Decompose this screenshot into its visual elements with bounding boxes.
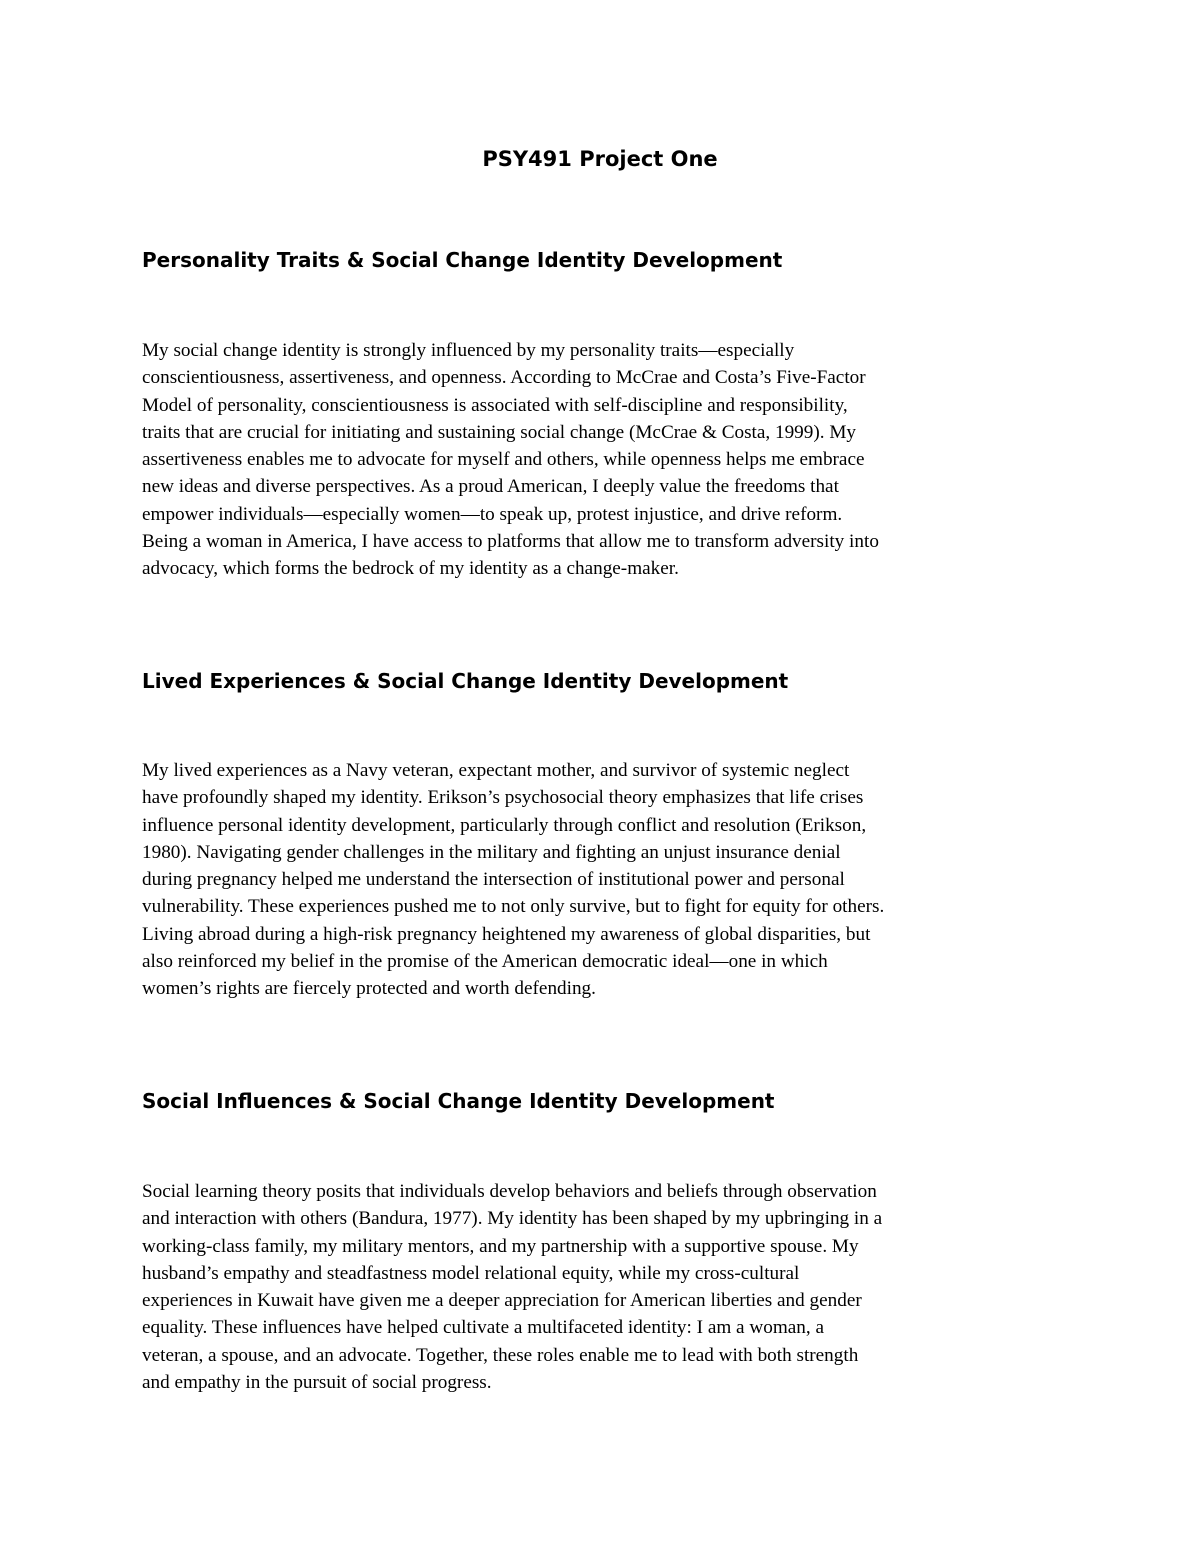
paragraph-line: husband’s empathy and steadfastness model relational equity, while my cross-cultural	[142, 1262, 800, 1284]
paragraph-line: equality. These influences have helped cultivate a multifaceted identity: I am a woman, a	[142, 1317, 824, 1339]
paragraph-line: have profoundly shaped my identity. Erikson’s psychosocial theory emphasizes that life crises	[142, 787, 864, 809]
paragraph-line: 1980). Navigating gender challenges in the military and fighting an unjust insurance denial	[142, 841, 841, 863]
paragraph-line: influence personal identity development, particularly through conflict and resolution (Erikson,	[142, 814, 867, 836]
paragraph-line: and interaction with others (Bandura, 1977). My identity has been shaped by my upbringing in a	[142, 1208, 883, 1230]
paragraph-line: My lived experiences as a Navy veteran, expectant mother, and survivor of systemic neglect	[142, 760, 850, 781]
paragraph-line: My social change identity is strongly influenced by my personality traits—especially	[142, 340, 795, 361]
paragraph-line: assertiveness enables me to advocate for myself and others, while openness helps me embrace	[142, 449, 865, 471]
paragraph-line: and empathy in the pursuit of social progress.	[142, 1372, 492, 1394]
paragraph-line: Model of personality, conscientiousness is associated with self-discipline and responsibility,	[142, 394, 848, 416]
section-paragraph-social-influences	[142, 1178, 1062, 1396]
paragraph-line: empower individuals—especially women—to speak up, protest injustice, and drive reform.	[142, 503, 843, 525]
paragraph-line: Social learning theory posits that individuals develop behaviors and beliefs through observation	[142, 1181, 877, 1202]
paragraph-line: traits that are crucial for initiating and sustaining social change (McCrae & Costa, 1999). My	[142, 421, 857, 443]
paragraph-line: working-class family, my military mentors, and my partnership with a supportive spouse. My	[142, 1235, 859, 1257]
section-heading-lived-experiences: Lived Experiences & Social Change Identity Development	[142, 669, 789, 693]
section-heading-personality-traits: Personality Traits & Social Change Identity Development	[142, 248, 783, 272]
paragraph-line: veteran, a spouse, and an advocate. Together, these roles enable me to lead with both strength	[142, 1344, 859, 1366]
paragraph-line: Being a woman in America, I have access to platforms that allow me to transform adversity into	[142, 531, 879, 553]
paragraph-line: during pregnancy helped me understand the intersection of institutional power and personal	[142, 869, 845, 891]
paragraph-line: experiences in Kuwait have given me a deeper appreciation for American liberties and gender	[142, 1290, 862, 1312]
paragraph-line: vulnerability. These experiences pushed me to not only survive, but to fight for equity for others.	[142, 896, 885, 918]
section-paragraph-personality-traits	[142, 337, 1062, 583]
section-heading-social-influences: Social Influences & Social Change Identity Development	[142, 1089, 775, 1113]
paragraph-line: advocacy, which forms the bedrock of my identity as a change-maker.	[142, 558, 679, 580]
paragraph-line: new ideas and diverse perspectives. As a proud American, I deeply value the freedoms that	[142, 476, 839, 498]
paragraph-line: also reinforced my belief in the promise of the American democratic ideal—one in which	[142, 951, 828, 973]
paragraph-line: Living abroad during a high-risk pregnancy heightened my awareness of global disparities, but	[142, 923, 871, 945]
section-paragraph-lived-experiences	[142, 757, 1062, 1003]
document-title: PSY491 Project One	[482, 147, 718, 171]
paragraph-line: women’s rights are fiercely protected and worth defending.	[142, 978, 596, 1000]
paragraph-line: conscientiousness, assertiveness, and openness. According to McCrae and Costa’s Five-Factor	[142, 367, 866, 389]
